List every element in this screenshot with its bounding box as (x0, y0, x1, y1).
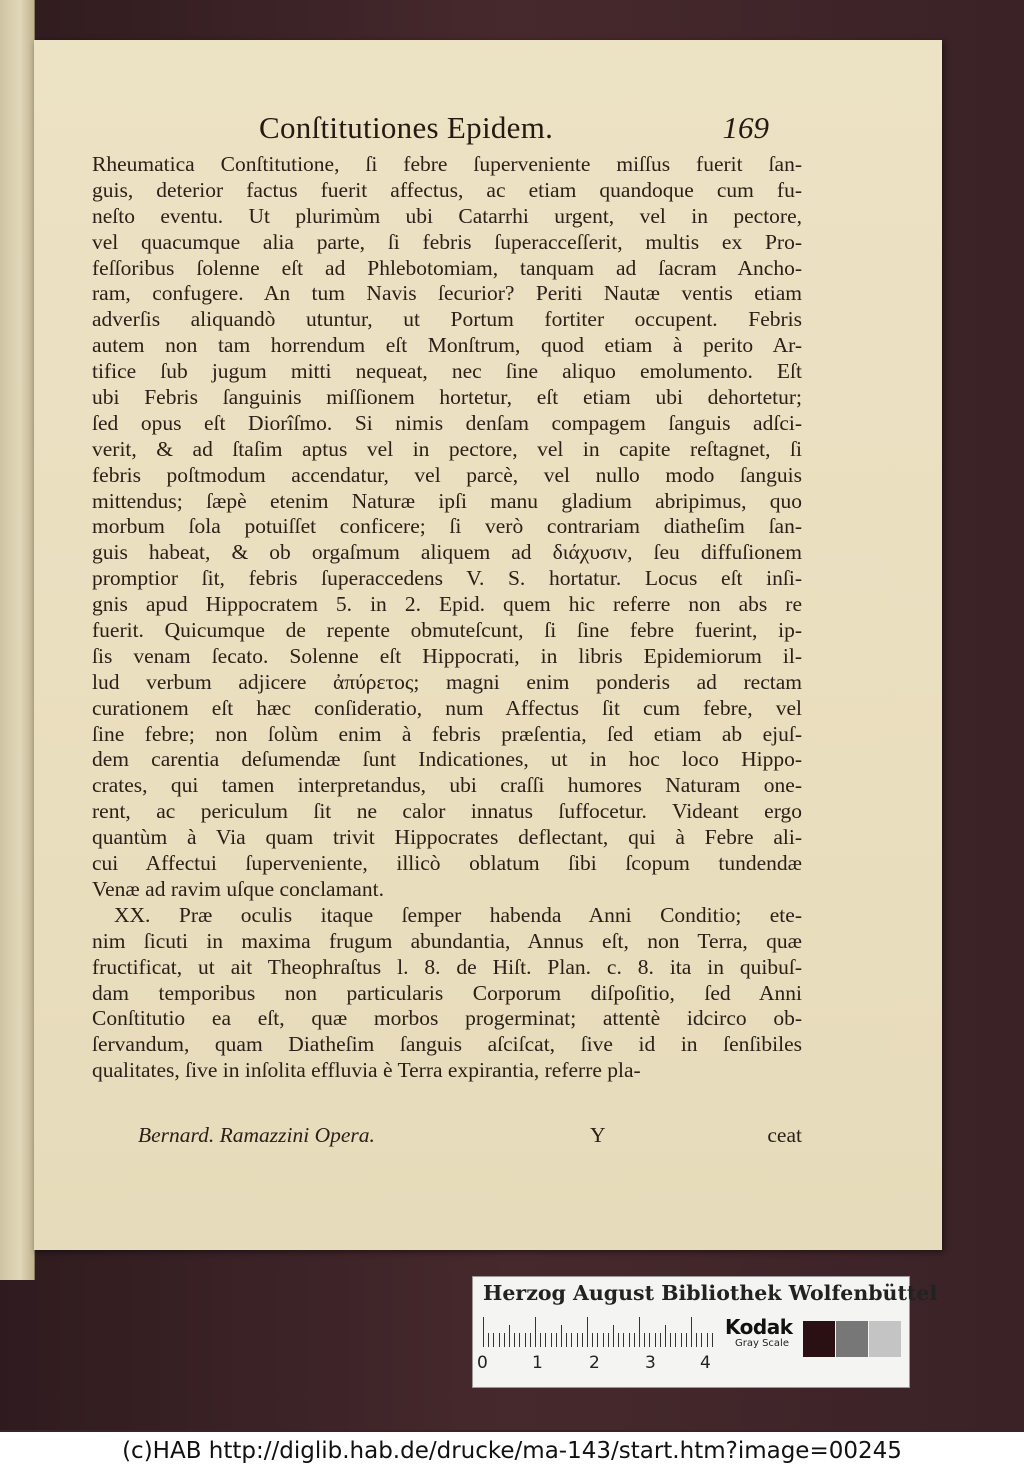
ruler-tick (623, 1333, 624, 1347)
text-line: crates, qui tamen interpretandus, ubi craſſi humores Naturam one- (92, 773, 802, 798)
ruler-tick (597, 1333, 598, 1347)
ruler-tick (577, 1333, 578, 1347)
catchword: ceat (767, 1123, 802, 1147)
ruler-tick (629, 1333, 630, 1347)
text-line: promptior ſit, febris ſuperaccedens V. S. hortatur. Locus eſt inſi- (92, 566, 802, 591)
ruler-tick (644, 1333, 645, 1347)
facing-page-edge (0, 0, 35, 1280)
ruler-tick (634, 1333, 635, 1347)
ruler-tick (493, 1333, 494, 1347)
page-number: 169 (722, 110, 769, 145)
ruler-tick (592, 1333, 593, 1347)
ruler-tick (655, 1333, 656, 1347)
text-line: nim ſicuti in maxima frugum abundantia, Annus eſt, non Terra, quæ (92, 928, 802, 953)
text-line: fructificat, ut ait Theophraſtus l. 8. de Hiſt. Plan. c. 8. ita in quibuſ- (92, 954, 802, 979)
ruler-tick (587, 1317, 588, 1347)
text-line: cui Affectui ſuperveniente, illicò oblatum ſibi ſcopum tundendæ (92, 851, 802, 876)
text-line: curationem eſt hæc conſideratio, num Affectus ſit cum febre, vel (92, 695, 802, 720)
ruler-tick (556, 1333, 557, 1347)
text-line: autem non tam horrendum eſt Monſtrum, quod etiam à perito Ar- (92, 333, 802, 358)
text-line: verit, & ad ſtaſim aptus vel in pectore, vel in capite reſtagnet, ſi (92, 436, 802, 461)
text-line: dem carentia deſumendæ ſunt Indicationes, ut in hoc loco Hippo- (92, 747, 802, 772)
page-footer (126, 1123, 802, 1153)
ruler-tick (675, 1333, 676, 1347)
ruler-tick (691, 1317, 692, 1347)
text-line: morbum ſola potuiſſet conficere; ſi verò contrariam diatheſim ſan- (92, 514, 802, 539)
text-line: neſto eventu. Ut plurimùm ubi Catarrhi urgent, vel in pectore, (92, 203, 802, 228)
ruler-tick (712, 1333, 713, 1347)
gray-patch-dark (803, 1321, 835, 1357)
ruler-tick (488, 1333, 489, 1347)
ruler-tick (566, 1333, 567, 1347)
text-line: gnis apud Hippocratem 5. in 2. Epid. quem hic referre non abs re (92, 592, 802, 617)
ruler-number: 2 (589, 1353, 600, 1373)
running-title: Conſtitutiones Epidem. (259, 110, 554, 145)
ruler-number: 1 (532, 1353, 543, 1373)
ruler-tick (525, 1333, 526, 1347)
text-line: mittendus; ſæpè etenim Naturæ ipſi manu gladium abripimus, quo (92, 488, 802, 513)
ruler-tick (670, 1333, 671, 1347)
ruler-tick (665, 1325, 666, 1347)
ruler-tick (660, 1333, 661, 1347)
ruler-tick (681, 1333, 682, 1347)
signature-mark: Y (590, 1123, 606, 1147)
text-line: ram, confugere. An tum Navis ſecurior? Periti Nautæ ventis etiam (92, 281, 802, 306)
ruler-tick (618, 1333, 619, 1347)
ruler-number: 3 (645, 1353, 656, 1373)
text-line: ſed opus eſt Diorîſmo. Si nimis denſam compagem ſanguis adſci- (92, 410, 802, 435)
ruler-tick (551, 1333, 552, 1347)
ruler-number: 0 (477, 1353, 488, 1373)
text-line: ſis venam ſecato. Solenne eſt Hippocrati, in libris Epidemiorum il- (92, 643, 802, 668)
text-line: fuerit. Quicumque de repente obmuteſcunt, ſi ſine febre fuerint, ip- (92, 618, 802, 643)
text-line: Venæ ad ravim uſque conclamant. (92, 876, 384, 901)
text-line: adverſis aliquandò utuntur, ut Portum fortiter occupent. Febris (92, 307, 802, 332)
text-line: ſervandum, quam Diatheſim ſanguis aſciſcat, ſive id in ſenſibiles (92, 1032, 802, 1057)
text-line: Conſtitutio ea eſt, quæ morbos progerminat; attentè idcirco ob- (92, 1006, 802, 1031)
text-line: ubi Febris ſanguinis miſſionem hortetur, eſt etiam ubi dehortetur; (92, 385, 802, 410)
text-line: febris poſtmodum accendatur, vel parcè, vel nullo modo ſanguis (92, 462, 802, 487)
text-line: qualitates, ſive in inſolita effluvia è Terra expirantia, referre pla- (92, 1058, 641, 1083)
text-line: vel quacumque alia parte, ſi febris ſuperacceſſerit, multis ex Pro- (92, 229, 802, 254)
text-line: guis, deterior factus fuerit affectus, ac etiam quandoque cum fu- (92, 177, 802, 202)
text-line: guis habeat, & ob orgaſmum aliquem ad διάχυσιν, ſeu diffuſionem (92, 540, 802, 565)
ruler-tick (530, 1333, 531, 1347)
ruler-tick (608, 1333, 609, 1347)
ruler-tick (535, 1317, 536, 1347)
color-target-card (472, 1276, 938, 1388)
ruler-tick (483, 1317, 484, 1347)
ruler-scale (483, 1317, 715, 1347)
text-line: Rheumatica Conſtitutione, ſi febre ſuperveniente miſſus fuerit ſan- (92, 152, 802, 176)
gray-patch-mid (836, 1321, 868, 1357)
ruler-tick (649, 1333, 650, 1347)
ruler-tick (639, 1317, 640, 1347)
gray-scale-label: Gray Scale (735, 1338, 789, 1349)
ruler-tick (707, 1333, 708, 1347)
library-name: Herzog August Bibliothek Wolfenbüttel (483, 1281, 938, 1305)
ruler-tick (571, 1333, 572, 1347)
text-line: XX. Præ oculis itaque ſemper habenda Anni Conditio; ete- (114, 902, 802, 927)
copyright-url: (c)HAB http://diglib.hab.de/drucke/ma-143/start.htm?image=00245 (0, 1432, 1024, 1470)
text-line: tifice ſub jugum mitti nequeat, nec ſine aliquo emolumento. Eſt (92, 359, 802, 384)
ruler-numbers (477, 1353, 717, 1375)
footer-author: Bernard. Ramazzini Opera. (138, 1123, 375, 1147)
ruler-tick (613, 1325, 614, 1347)
text-line: dam temporibus non particularis Corporum diſpoſitio, ſed Anni (92, 980, 802, 1005)
text-line: ſine febre; non ſolùm enim à febris præſentia, ſed etiam ab ejuſ- (92, 721, 802, 746)
ruler-tick (545, 1333, 546, 1347)
ruler-number: 4 (700, 1353, 711, 1373)
text-line: feſſoribus ſolenne eſt ad Phlebotomiam, tanquam ad ſacram Ancho- (92, 255, 802, 280)
ruler-tick (696, 1333, 697, 1347)
ruler-tick (701, 1333, 702, 1347)
text-line: quantùm à Via quam trivit Hippocrates deflectant, qui à Febre ali- (92, 825, 802, 850)
ruler-tick (540, 1333, 541, 1347)
book-page (34, 40, 942, 1250)
ruler-tick (582, 1333, 583, 1347)
text-line: rent, ac periculum ſit ne calor innatus ſuffocetur. Videant ergo (92, 799, 802, 824)
kodak-logo: Kodak (725, 1315, 793, 1339)
gray-patch-light (869, 1321, 901, 1357)
ruler-tick (519, 1333, 520, 1347)
running-head (259, 110, 769, 154)
ruler-tick (514, 1333, 515, 1347)
text-line: lud verbum adjicere ἀπύρετος; magni enim ponderis ad rectam (92, 669, 802, 694)
body-text (92, 152, 802, 1084)
ruler-tick (499, 1333, 500, 1347)
ruler-tick (504, 1333, 505, 1347)
ruler-tick (509, 1325, 510, 1347)
ruler-tick (561, 1325, 562, 1347)
ruler-tick (686, 1333, 687, 1347)
ruler-tick (603, 1333, 604, 1347)
